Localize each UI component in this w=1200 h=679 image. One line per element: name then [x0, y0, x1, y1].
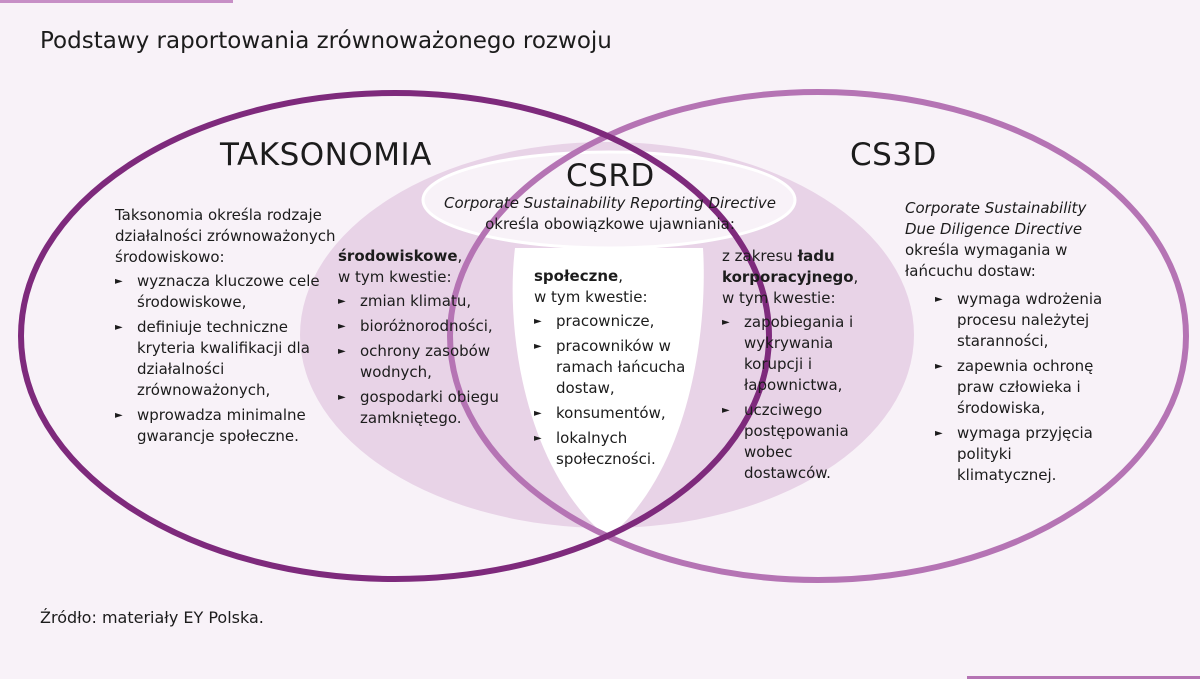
bullet-arrow-icon: ►	[115, 322, 123, 333]
list-item: ► pracownicze,	[534, 312, 655, 330]
list-item: ► ochrony zasobów wodnych,	[338, 342, 491, 381]
bullet-arrow-icon: ►	[115, 410, 123, 421]
social-list	[534, 311, 699, 470]
bullet-arrow-icon: ►	[534, 408, 542, 419]
bullet-arrow-icon: ►	[722, 405, 730, 416]
csrd-subtitle-block	[420, 193, 800, 235]
environmental-list	[338, 291, 518, 429]
environmental-lead2: w tym kwestie:	[338, 268, 452, 286]
list-item: ► zapewnia ochronę praw człowieka i środowiska,	[935, 357, 1094, 417]
environmental-lead: środowiskowe,	[338, 247, 463, 265]
bullet-arrow-icon: ►	[115, 276, 123, 287]
list-item: ► wprowadza minimalne gwarancje społeczne.	[115, 406, 306, 445]
csrd-subtitle: Corporate Sustainability Reporting Directive	[444, 194, 776, 212]
list-item: ► zmian klimatu,	[338, 292, 472, 310]
taksonomia-list	[115, 271, 340, 447]
source-note: Źródło: materiały EY Polska.	[40, 608, 264, 627]
bullet-arrow-icon: ►	[534, 433, 542, 444]
bullet-arrow-icon: ►	[338, 321, 346, 332]
csrd-social	[534, 266, 699, 474]
bullet-arrow-icon: ►	[338, 346, 346, 357]
csrd-environmental	[338, 246, 518, 433]
governance-list	[722, 312, 867, 484]
social-lead: społeczne,	[534, 267, 623, 285]
list-item: ► konsumentów,	[534, 404, 666, 422]
list-item: ► pracowników w ramach łańcucha dostaw,	[534, 337, 686, 397]
csrd-subtitle2: określa obowiązkowe ujawniania:	[485, 215, 735, 233]
bullet-arrow-icon: ►	[534, 316, 542, 327]
cs3d-text	[905, 198, 1105, 490]
bullet-arrow-icon: ►	[534, 341, 542, 352]
bullet-arrow-icon: ►	[722, 317, 730, 328]
list-item: ► definiuje techniczne kryteria kwalifikacji dla działalności zrównoważonych,	[115, 318, 310, 399]
csrd-governance	[722, 246, 867, 488]
social-lead2: w tym kwestie:	[534, 288, 648, 306]
list-item: ► gospodarki obiegu zamkniętego.	[338, 388, 499, 427]
csrd-heading: CSRD	[566, 158, 655, 194]
cs3d-intro: określa wymagania w łańcuchu dostaw:	[905, 241, 1068, 280]
bullet-arrow-icon: ►	[935, 361, 943, 372]
governance-lead2: w tym kwestie:	[722, 289, 836, 307]
taksonomia-text	[115, 205, 340, 451]
cs3d-heading: CS3D	[850, 137, 937, 173]
taksonomia-heading: TAKSONOMIA	[220, 137, 432, 173]
list-item: ► wyznacza kluczowe cele środowiskowe,	[115, 272, 320, 311]
taksonomia-intro: Taksonomia określa rodzaje działalności zrównoważonych środowiskowo:	[115, 206, 336, 266]
bullet-arrow-icon: ►	[338, 392, 346, 403]
bullet-arrow-icon: ►	[338, 296, 346, 307]
cs3d-list	[935, 289, 1105, 486]
list-item: ► wymaga przyjęcia polityki klimatycznej.	[935, 424, 1093, 484]
cs3d-subtitle: Corporate Sustainability Due Diligence Directive	[905, 199, 1087, 238]
list-item: ► wymaga wdrożenia procesu należytej staranności,	[935, 290, 1103, 350]
page-title: Podstawy raportowania zrównoważonego rozwoju	[40, 28, 612, 54]
bullet-arrow-icon: ►	[935, 428, 943, 439]
list-item: ► lokalnych społeczności.	[534, 429, 656, 468]
governance-lead: z zakresu ładu korporacyjnego,	[722, 247, 859, 286]
bullet-arrow-icon: ►	[935, 294, 943, 305]
list-item: ► zapobiegania i wykrywania korupcji i łapownictwa,	[722, 313, 854, 394]
list-item: ► bioróżnorodności,	[338, 317, 493, 335]
list-item: ► uczciwego postępowania wobec dostawców.	[722, 401, 849, 482]
